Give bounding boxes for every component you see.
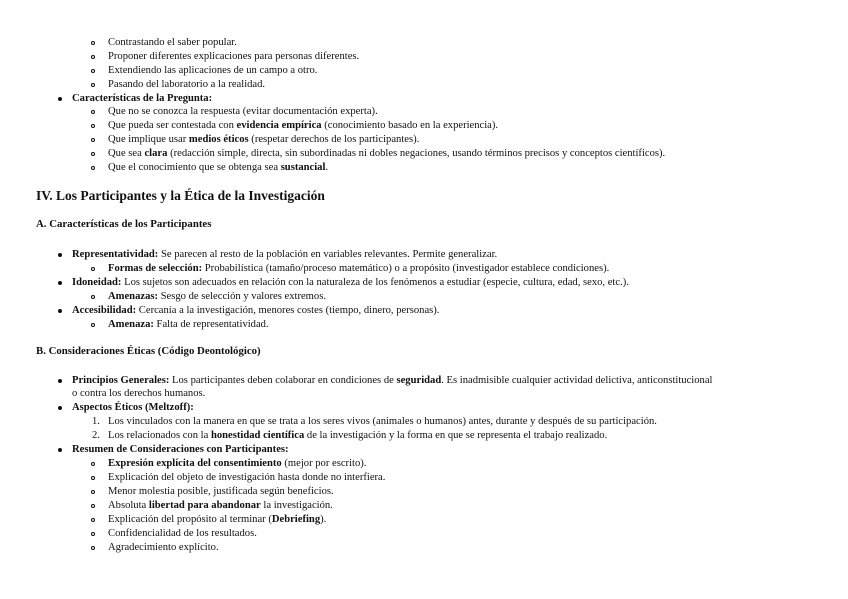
circle-bullet-icon	[91, 110, 95, 114]
item-bold: Idoneidad:	[72, 277, 122, 288]
list-item	[72, 276, 629, 289]
list-number: 2.	[92, 430, 100, 441]
list-item: Confidencialidad de los resultados.	[108, 528, 257, 539]
disc-bullet-icon	[58, 406, 62, 410]
item-bold: libertad para abandonar	[148, 500, 261, 511]
item-text: Los sujetos son adecuados en relación con la naturaleza de los fenómenos a estudiar (especie, cultura, edad, sexo, etc.).	[121, 277, 629, 288]
item-text: Explicación del propósito al terminar (	[108, 514, 272, 525]
circle-bullet-icon	[91, 295, 95, 299]
item-text: de la investigación y la forma en que se representa el trabajo realizado.	[304, 430, 608, 441]
item-bold: medios éticos	[188, 134, 249, 145]
list-item	[108, 262, 609, 275]
circle-bullet-icon	[91, 462, 95, 466]
circle-bullet-icon	[91, 490, 95, 494]
item-text: Probabilística (tamaño/proceso matemático) o a propósito (investigador establece condiciones).	[202, 263, 610, 274]
item-text: Que implique usar	[108, 134, 189, 145]
list-item	[108, 499, 333, 512]
disc-bullet-icon	[58, 281, 62, 285]
circle-bullet-icon	[91, 518, 95, 522]
list-item	[108, 318, 269, 331]
item-bold: honestidad científica	[210, 430, 305, 441]
list-item	[72, 248, 497, 261]
item-text: Que el conocimiento que se obtenga sea	[108, 162, 281, 173]
circle-bullet-icon	[91, 267, 95, 271]
item-text: (mejor por escrito).	[281, 458, 367, 469]
list-item-continuation: o contra los derechos humanos.	[72, 388, 206, 399]
circle-bullet-icon	[91, 504, 95, 508]
item-text: Cercanía a la investigación, menores costes (tiempo, dinero, personas).	[136, 305, 440, 316]
item-text: ).	[320, 514, 327, 525]
item-bold: Representatividad:	[72, 249, 159, 260]
list-item	[108, 513, 326, 526]
circle-bullet-icon	[91, 83, 95, 87]
list-item: Extendiendo las aplicaciones de un campo a otro.	[108, 65, 318, 76]
section-b-title: B. Consideraciones Éticas (Código Deontológico)	[36, 345, 261, 357]
list-item	[108, 161, 328, 174]
list-item	[108, 147, 665, 160]
section-iv-title: IV. Los Participantes y la Ética de la Investigación	[36, 188, 325, 203]
list-item	[72, 304, 439, 317]
item-bold: seguridad	[396, 375, 442, 386]
disc-bullet-icon	[58, 253, 62, 257]
item-bold: Amenaza:	[108, 319, 154, 330]
circle-bullet-icon	[91, 166, 95, 170]
disc-bullet-icon	[58, 448, 62, 452]
item-text: Los relacionados con la	[108, 430, 211, 441]
list-number: 1.	[92, 416, 100, 427]
item-text: Que no se conozca la respuesta (evitar documentación experta).	[108, 106, 378, 117]
list-item	[108, 119, 498, 132]
item-text: Los participantes deben colaborar en condiciones de	[169, 375, 397, 386]
item-bold: Principios Generales:	[72, 375, 170, 386]
circle-bullet-icon	[91, 476, 95, 480]
item-bold: sustancial	[280, 162, 326, 173]
disc-bullet-icon	[58, 309, 62, 313]
list-item	[108, 415, 657, 428]
item-text: Los vinculados con la manera en que se trata a los seres vivos (animales o humanos) antes, durante y después de su participación.	[108, 416, 657, 427]
item-bold: Debriefing	[271, 514, 321, 525]
circle-bullet-icon	[91, 532, 95, 536]
item-bold: evidencia empírica	[236, 120, 322, 131]
circle-bullet-icon	[91, 124, 95, 128]
circle-bullet-icon	[91, 69, 95, 73]
item-bold: Resumen de Consideraciones con Participantes:	[72, 444, 289, 455]
item-bold: Accesibilidad:	[72, 305, 137, 316]
item-text: .	[325, 162, 329, 173]
circle-bullet-icon	[91, 546, 95, 550]
pregunta-heading	[72, 92, 212, 105]
circle-bullet-icon	[91, 41, 95, 45]
disc-bullet-icon	[58, 379, 62, 383]
list-item	[72, 443, 289, 456]
list-item	[72, 401, 194, 414]
disc-bullet-icon	[58, 97, 62, 101]
item-bold: Expresión explícita del consentimiento	[108, 458, 282, 469]
section-a-title: A. Características de los Participantes	[36, 218, 212, 230]
list-item: Pasando del laboratorio a la realidad.	[108, 79, 266, 90]
item-text: Que sea	[108, 148, 145, 159]
item-text: . Es inadmisible cualquier actividad delictiva, anticonstitucional	[441, 375, 713, 386]
circle-bullet-icon	[91, 152, 95, 156]
item-bold: clara	[144, 148, 168, 159]
list-item: Contrastando el saber popular.	[108, 37, 237, 48]
item-text: Sesgo de selección y valores extremos.	[158, 291, 326, 302]
list-item: Explicación del objeto de investigación hasta donde no interfiera.	[108, 472, 386, 483]
item-text: (conocimiento basado en la experiencia).	[321, 120, 499, 131]
item-text: (respetar derechos de los participantes).	[248, 134, 420, 145]
item-text: Falta de representatividad.	[153, 319, 269, 330]
list-item: Proponer diferentes explicaciones para personas diferentes.	[108, 51, 360, 62]
list-item	[108, 105, 378, 118]
list-item	[108, 429, 607, 442]
item-bold: Amenazas:	[108, 291, 159, 302]
list-item	[108, 457, 366, 470]
item-text: Absoluta	[108, 500, 149, 511]
list-item: Agradecimiento explícito.	[108, 542, 219, 553]
item-bold: Formas de selección:	[108, 263, 203, 274]
item-bold: Aspectos Éticos (Meltzoff):	[72, 402, 194, 413]
list-item	[108, 133, 419, 146]
circle-bullet-icon	[91, 323, 95, 327]
pregunta-heading-text: Características de la Pregunta:	[72, 93, 213, 104]
item-text: la investigación.	[260, 500, 333, 511]
item-text: (redacción simple, directa, sin subordinadas ni dobles negaciones, usando términos precisos y conceptos científicos).	[167, 148, 666, 159]
list-item	[72, 374, 712, 387]
circle-bullet-icon	[91, 55, 95, 59]
list-item: Menor molestia posible, justificada según beneficios.	[108, 486, 334, 497]
circle-bullet-icon	[91, 138, 95, 142]
item-text: Que pueda ser contestada con	[108, 120, 237, 131]
list-item	[108, 290, 326, 303]
item-text: Se parecen al resto de la población en variables relevantes. Permite generalizar.	[158, 249, 498, 260]
